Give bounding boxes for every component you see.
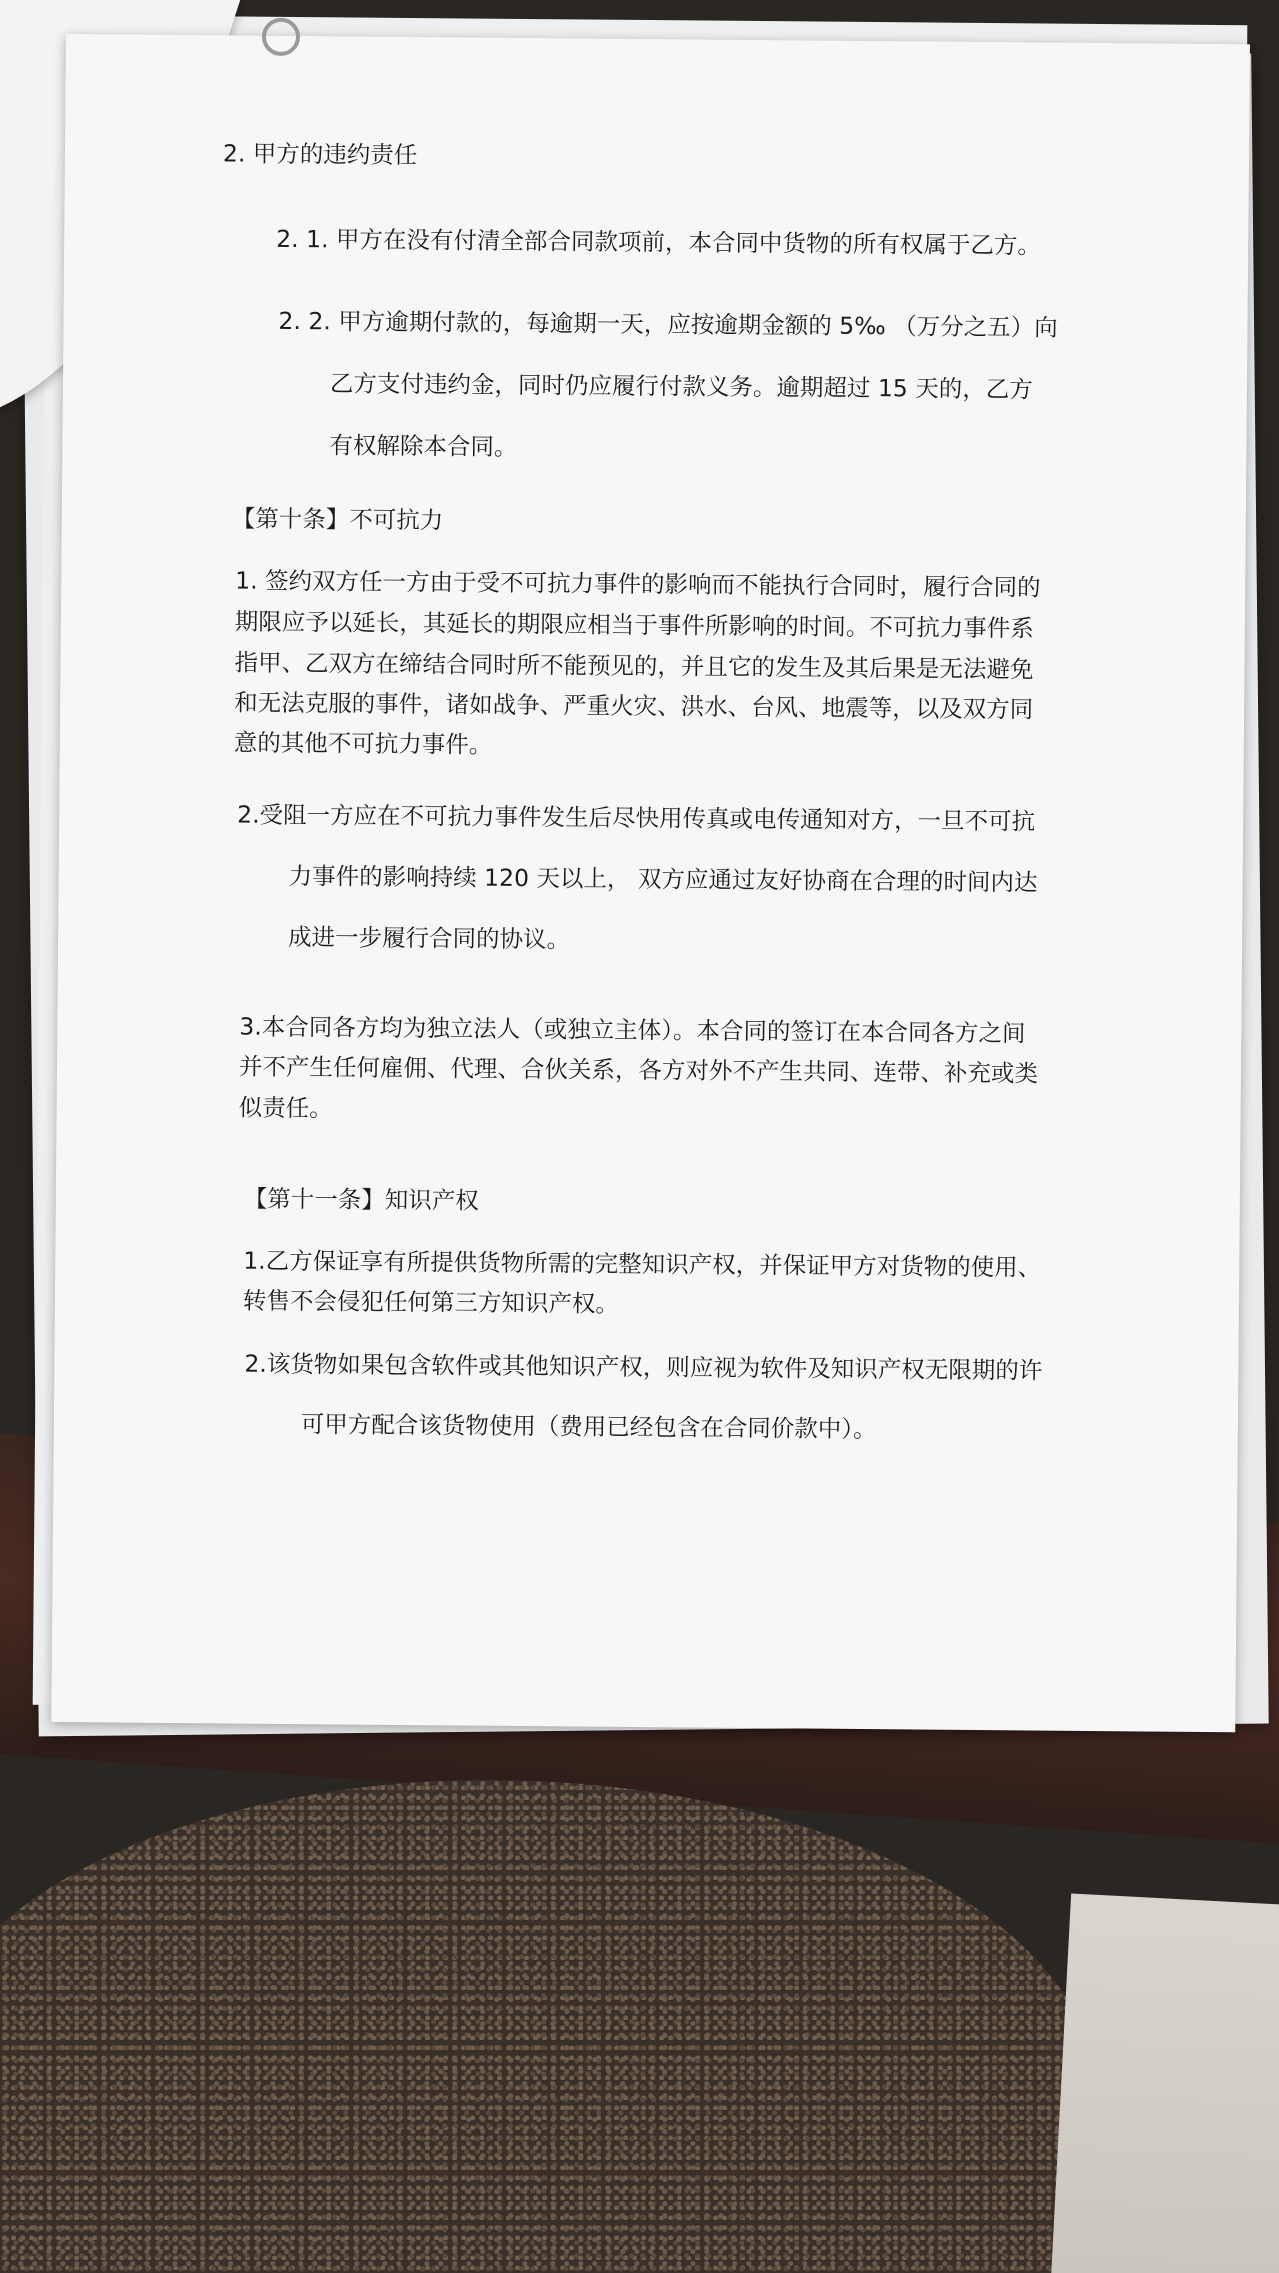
article-11-p2-line-1: 2.该货物如果包含软件或其他知识产权，则应视为软件及知识产权无限期的许 — [244, 1349, 1043, 1385]
article-10-p2-line-2: 力事件的影响持续 120 天以上， 双方应通过友好协商在合理的时间内达 — [288, 861, 1038, 897]
binder-ring — [262, 18, 300, 56]
article-10-p1-line-2: 期限应予以延长，其延长的期限应相当于事件所影响的时间。不可抗力事件系 — [234, 607, 1034, 643]
article-10-heading: 【第十条】不可抗力 — [231, 504, 444, 535]
article-10-p2-line-1: 2.受阻一方应在不可抗力事件发生后尽快用传真或电传通知对方，一旦不可抗 — [237, 800, 1036, 836]
article-10-p2-line-3: 成进一步履行合同的协议。 — [288, 922, 571, 954]
section-heading: 2. 甲方的违约责任 — [222, 139, 418, 170]
clause-2-2-line-3: 有权解除本合同。 — [329, 431, 518, 461]
clause-2-1: 2. 1. 甲方在没有付清全部合同款项前，本合同中货物的所有权属于乙方。 — [276, 224, 1042, 260]
article-10-p1-line-1: 1. 签约双方任一方由于受不可抗力事件的影响而不能执行合同时，履行合同的 — [235, 566, 1041, 602]
article-10-p3-line-1: 3.本合同各方均为独立法人（或独立主体）。本合同的签订在本合同各方之间 — [239, 1012, 1026, 1048]
article-10-p3-line-2: 并不产生任何雇佣、代理、合伙关系，各方对外不产生共同、连带、补充或类 — [238, 1052, 1039, 1088]
floor-tile — [1049, 1893, 1279, 2273]
contract-page — [51, 34, 1250, 1732]
article-11-heading: 【第十一条】知识产权 — [243, 1184, 479, 1215]
article-11-p1-line-1: 1.乙方保证享有所提供货物所需的完整知识产权，并保证甲方对货物的使用、 — [243, 1246, 1042, 1282]
clause-2-2-line-2: 乙方支付违约金，同时仍应履行付款义务。逾期超过 15 天的，乙方 — [329, 369, 1033, 404]
article-10-p1-line-5: 意的其他不可抗力事件。 — [233, 728, 493, 759]
article-11-p2-line-2: 可甲方配合该货物使用（费用已经包含在合同价款中）。 — [300, 1410, 877, 1444]
fabric-chair — [0, 1780, 1100, 2273]
article-10-p1-line-3: 指甲、乙双方在缔结合同时所不能预见的，并且它的发生及其后果是无法避免 — [234, 648, 1034, 684]
article-10-p3-line-3: 似责任。 — [238, 1093, 333, 1123]
clause-2-2-line-1: 2. 2. 甲方逾期付款的，每逾期一天，应按逾期金额的 5‰ （万分之五）向 — [278, 306, 1058, 342]
article-10-p1-line-4: 和无法克服的事件，诸如战争、严重火灾、洪水、台风、地震等，以及双方同 — [234, 688, 1034, 724]
article-11-p1-line-2: 转售不会侵犯任何第三方知识产权。 — [242, 1286, 620, 1318]
